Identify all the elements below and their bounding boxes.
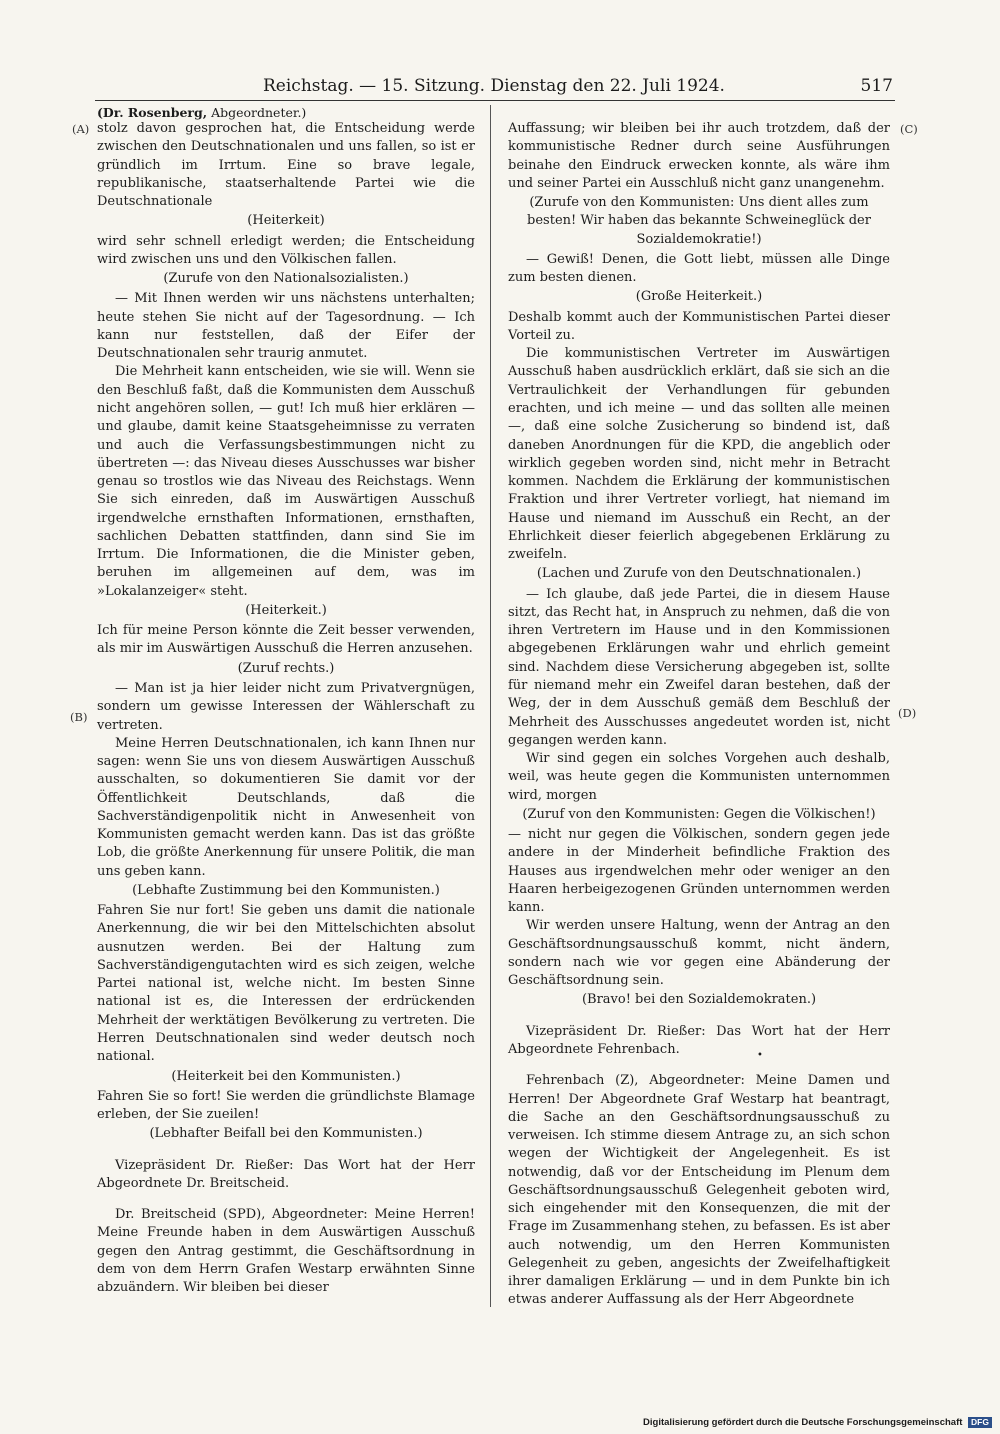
speaker-continuation <box>97 105 306 120</box>
paragraph: Die Mehrheit kann entscheiden, wie sie will. Wenn sie den Beschluß faßt, daß die Kommunisten dem Ausschuß nicht angehören sollen, — gut! Ich muß hier erklären — und glaube, damit keine Staatsgeheimnisse zu verraten und auch die Verfassungsbestimmungen nicht zu übertreten —: das Niveau dieses Ausschusses war bisher genau so trostlos wie das Niveau des Reichstags. Wenn Sie sich einreden, daß im Auswärtigen Ausschuß irgendwelche ernsthaften Informationen, ernsthaften, sachlichen Debatten stattfinden, dann sind Sie im Irrtum. Die Informationen, die die Minister geben, beruhen im allgemeinen auf dem, was im »Lokalanzeiger« steht. <box>97 364 475 599</box>
page-title: Reichstag. — 15. Sitzung. Dienstag den 22. Juli 1924. <box>263 76 725 96</box>
interjection: (Heiterkeit) <box>247 213 325 229</box>
paragraph: wird sehr schnell erledigt werden; die Entscheidung wird zwischen uns und den Völkischen fallen. <box>97 233 475 267</box>
dfg-logo-icon: DFG <box>968 1417 992 1428</box>
paragraph: — nicht nur gegen die Völkischen, sondern gegen jede andere in der Minderheit befindliche Fraktion des Hauses aus irgendwelchen mehr oder weniger an den Haaren herbeigezogenen Gründen unternommen werden kann. <box>508 827 890 916</box>
interjection: (Lebhafter Beifall bei den Kommunisten.) <box>149 1126 423 1142</box>
margin-marker-d: (D) <box>898 706 917 720</box>
paragraph: Wir werden unsere Haltung, wenn der Antrag an den Geschäftsordnungsausschuß kommt, nicht ändern, sondern nach wie vor gegen eine Abänderung der Geschäftsordnung sein. <box>508 918 890 989</box>
speaker-intro: Vizepräsident Dr. Rießer: Das Wort hat der Herr Abgeordnete Dr. Breitscheid. <box>97 1157 475 1191</box>
speaker-intro: Vizepräsident Dr. Rießer: Das Wort hat der Herr Abgeordnete Fehrenbach. <box>508 1023 890 1058</box>
paragraph: Fahren Sie so fort! Sie werden die gründlichste Blamage erleben, der Sie zueilen! <box>97 1088 475 1123</box>
column-divider <box>490 105 491 1307</box>
interjection: (Zuruf von den Kommunisten: Gegen die Völkischen!) <box>522 806 876 822</box>
paragraph: Fahren Sie nur fort! Sie geben uns damit die nationale Anerkennung, die wir bei den Mittelschichten absolut ausnutzen werden. Bei der Haltung zum Sachverständigengutachten wird es sich zeigen, welche Partei national ist, welche nicht. Im besten Sinne national ist es, die Interessen der erdrückenden Mehrheit der werktätigen Bevölkerung zu vertreten. Die Herren Deutschnationalen sind weder deutsch noch national. <box>97 903 475 1065</box>
paragraph: stolz davon gesprochen hat, die Entscheidung werde zwischen den Deutschnationalen und uns fallen, so ist er gründlich im Irrtum. Eine so brave legale, republikanische, staatserhaltende Partei wie die Deutschnationale <box>97 121 475 210</box>
print-speck: • <box>757 1050 763 1061</box>
paragraph: Ich für meine Person könnte die Zeit besser verwenden, als mir im Auswärtigen Ausschuß die Herren anzusehen. <box>97 623 475 657</box>
interjection: (Heiterkeit bei den Kommunisten.) <box>171 1068 401 1084</box>
interjection: (Zuruf rechts.) <box>237 660 335 676</box>
paragraph: Wir sind gegen ein solches Vorgehen auch deshalb, weil, was heute gegen die Kommunisten unternommen wird, morgen <box>508 751 890 803</box>
digitization-credit <box>643 1417 992 1428</box>
interjection: (Bravo! bei den Sozialdemokraten.) <box>581 992 817 1008</box>
speaker-role: Abgeordneter.) <box>211 105 307 120</box>
left-column <box>97 120 475 1297</box>
margin-marker-c: (C) <box>900 122 918 136</box>
interjection: (Lachen und Zurufe von den Deutschnationalen.) <box>536 566 862 582</box>
paragraph: Meine Herren Deutschnationalen, ich kann Ihnen nur sagen: wenn Sie uns von diesem Auswärtigen Ausschuß ausschalten, so dokumentieren Sie damit vor der Öffentlichkeit Deutschlands, daß die Sachverständigenpolitik nicht in Anwesenheit von Kommunisten gemacht werden kann. Das ist das größte Lob, die größte Anerkennung für unsere Politik, die man uns geben kann. <box>97 735 475 879</box>
credit-text: Digitalisierung gefördert durch die Deutsche Forschungsgemeinschaft <box>643 1417 963 1429</box>
paragraph: — Mit Ihnen werden wir uns nächstens unterhalten; heute stehen Sie nicht auf der Tagesordnung. — Ich kann nur feststellen, daß der Eifer der Deutschnationalen sehr traurig anmutet. <box>97 291 475 362</box>
interjection: (Große Heiterkeit.) <box>635 289 763 305</box>
page-header <box>95 76 895 101</box>
interjection: (Zurufe von den Kommunisten: Uns dient alles zum besten! Wir haben das bekannte Schweineglück der Sozialdemokratie!) <box>527 195 871 247</box>
margin-marker-a: (A) <box>72 122 90 136</box>
paragraph: Deshalb kommt auch der Kommunistischen Partei dieser Vorteil zu. <box>508 309 890 343</box>
interjection: (Heiterkeit.) <box>245 602 327 618</box>
right-column <box>508 120 890 1310</box>
paragraph: — Ich glaube, daß jede Partei, die in diesem Hause sitzt, das Recht hat, in Anspruch zu nehmen, daß die von ihren Vertretern im Hause und in den Kommissionen abgegebenen Erklärungen wahr und ehrlich gemeint sind. Nachdem diese Versicherung abgegeben ist, sollte für niemand mehr ein Zweifel daran bestehen, daß der Weg, der in dem Ausschuß gemäß dem Beschluß der Mehrheit des Ausschusses angedeutet worden ist, nicht gegangen werden kann. <box>508 586 890 748</box>
paragraph: Auffassung; wir bleiben bei ihr auch trotzdem, daß der kommunistische Redner durch seine Ausführungen beinahe den Eindruck erwecken konnte, als wäre ihm und seiner Partei ein Ausschluß nicht ganz unangenehm. <box>508 121 890 191</box>
interjection: (Lebhafte Zustimmung bei den Kommunisten.) <box>132 882 440 898</box>
speaker-name: (Dr. Rosenberg, <box>97 105 208 120</box>
speaker-intro: Fehrenbach (Z), Abgeordneter: Meine Damen und Herren! Der Abgeordnete Graf Westarp hat beantragt, die Sache an den Geschäftsordnungsausschuß zu verweisen. Ich stimme diesem Antrage zu, an sich schon wegen der Wichtigkeit der Angelegenheit. Es ist notwendig, daß vor der Entscheidung im Plenum dem Geschäftsordnungsausschuß Gelegenheit geboten wird, sich eingehender mit den Konsequenzen, die mit der Frage im Zusammenhang stehen, zu befassen. Es ist aber auch notwendig, um den Herren Kommunisten Gelegenheit zu geben, angesichts der Zweifelhaftigkeit ihrer damaligen Erklärung — und in dem Punkte bin ich etwas anderer Auffassung als der Herr Abgeordnete <box>508 1073 890 1308</box>
paragraph: Die kommunistischen Vertreter im Auswärtigen Ausschuß haben ausdrücklich erklärt, daß sie sich an die Vertraulichkeit der Verhandlungen für gebunden erachten, und ich meine — und das sollten alle meinen —, daß eine solche Zusicherung so bindend ist, daß daneben Anordnungen für die KPD, die angeblich oder wirklich gegeben worden sind, nicht mehr in Betracht kommen. Nachdem die Erklärung der kommunistischen Fraktion und ihrer Vertreter vorliegt, hat niemand im Hause und niemand im Ausschuß ein Recht, an der Ehrlichkeit dieser feierlich abgegebenen Erklärung zu zweifeln. <box>508 346 890 563</box>
speaker-intro: Dr. Breitscheid (SPD), Abgeordneter: Meine Herren! Meine Freunde haben in dem Auswärtigen Ausschuß gegen den Antrag gestimmt, die Geschäftsordnung in dem von dem Herrn Grafen Westarp erwähnten Sinne abzuändern. Wir bleiben bei dieser <box>97 1207 475 1296</box>
page-number: 517 <box>860 76 893 96</box>
margin-marker-b: (B) <box>70 710 88 724</box>
interjection: (Zurufe von den Nationalsozialisten.) <box>163 271 409 287</box>
paragraph: — Gewiß! Denen, die Gott liebt, müssen alle Dinge zum besten dienen. <box>508 251 890 286</box>
paragraph: — Man ist ja hier leider nicht zum Privatvergnügen, sondern um gewisse Interessen der Wählerschaft zu vertreten. <box>97 680 475 733</box>
